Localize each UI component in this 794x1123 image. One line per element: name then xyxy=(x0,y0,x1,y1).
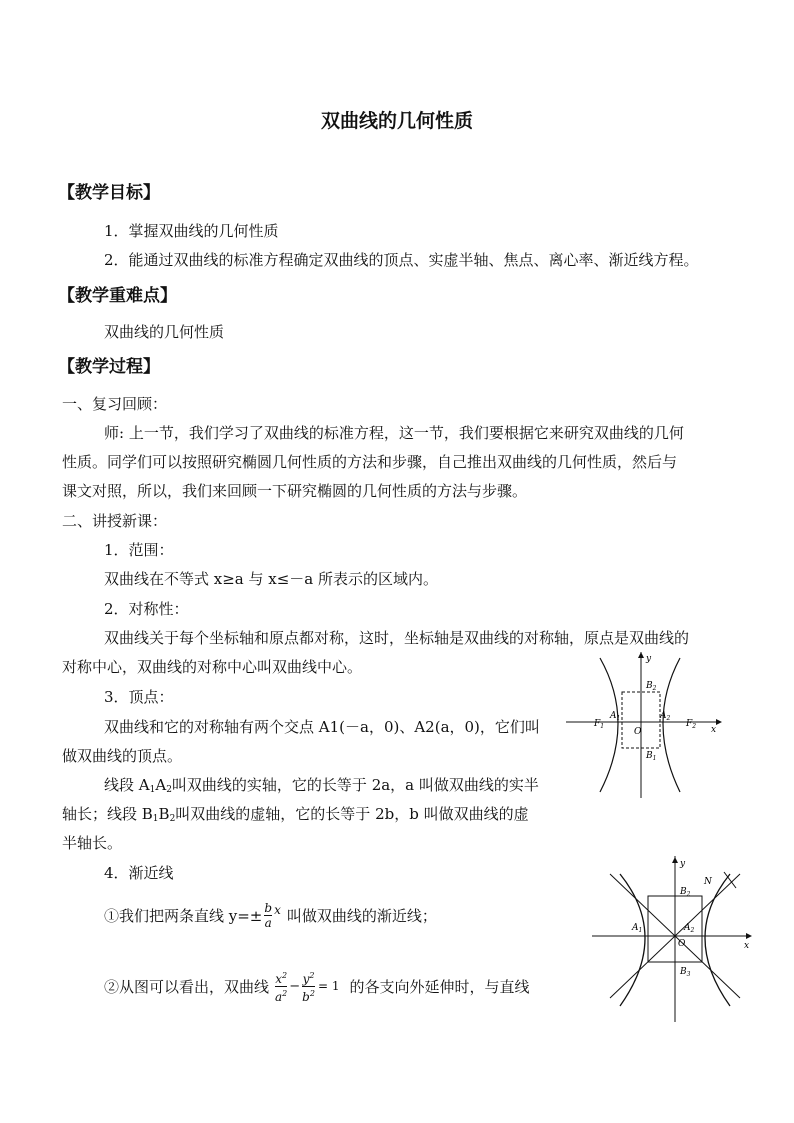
y-axis-arrow xyxy=(672,857,678,863)
right-branch xyxy=(705,874,730,1006)
section-new-lesson-title: 二、讲授新课： xyxy=(62,512,168,530)
key-point-text: 双曲线的几何性质 xyxy=(104,323,225,341)
vertex-line-2: 做双曲线的顶点。 xyxy=(62,747,183,765)
symmetry-title: 2．对称性： xyxy=(104,600,189,618)
focus-f1-label: $F_1$ xyxy=(594,719,605,730)
range-title: 1．范围： xyxy=(104,541,174,559)
heading-teaching-process: 【教学过程】 xyxy=(58,357,160,377)
imaginary-axis-line-end: 半轴长。 xyxy=(62,834,123,852)
y-axis-arrow xyxy=(638,652,644,658)
review-line-3: 课文对照，所以，我们来回顾一下研究椭圆的几何性质的方法与步骤。 xyxy=(62,482,528,500)
asymptote-title: 4．渐近线 xyxy=(104,864,174,882)
hyperbola-vertices-figure xyxy=(566,652,726,798)
heading-teaching-goals: 【教学目标】 xyxy=(58,183,160,203)
origin-label: O xyxy=(634,727,642,737)
review-line-1: 师: 上一节，我们学习了双曲线的标准方程，这一节，我们要根据它来研究双曲线的几何 xyxy=(104,424,684,442)
focus-f2-label: $F_2$ xyxy=(686,719,697,730)
y-axis-label: y xyxy=(680,859,686,869)
goal-item-2: 2．能通过双曲线的标准方程确定双曲线的顶点、实虚半轴、焦点、离心率、渐近线方程。 xyxy=(104,251,699,269)
hyperbola-asymptote-figure xyxy=(590,856,760,1022)
page-title: 双曲线的几何性质 xyxy=(320,110,473,132)
fraction-b-over-a: $\frac{b}{a}$ xyxy=(264,900,273,930)
x-axis-label: x xyxy=(711,725,717,735)
right-branch xyxy=(663,658,680,792)
symmetry-line-1: 双曲线关于每个坐标轴和原点都对称，这时，坐标轴是双曲线的对称轴，原点是双曲线的 xyxy=(104,629,690,647)
vertex-a1-label: $A_1$ xyxy=(610,711,621,722)
vertex-b2-label: $B_2$ xyxy=(646,681,657,692)
vertex-b2-label: $B_2$ xyxy=(680,887,691,898)
vertex-a2-label: $A_2$ xyxy=(684,923,695,934)
origin-label: O xyxy=(678,939,686,949)
fraction-y2-over-b2: $\frac{y^2}{b^2}$ xyxy=(302,970,315,1004)
vertex-b1-label: $B_1$ xyxy=(646,751,657,762)
heading-key-points: 【教学重难点】 xyxy=(58,286,177,306)
x-axis-arrow xyxy=(716,719,722,725)
y-axis-label: y xyxy=(646,654,652,664)
real-axis-line: 线段 $A_1A_2$叫双曲线的实轴，它的长等于 2a，a 叫做双曲线的实半 xyxy=(104,776,539,795)
section-review-title: 一、复习回顾： xyxy=(62,395,168,413)
imaginary-axis-line: 轴长；线段 $B_1B_2$叫双曲线的虚轴，它的长等于 2b，b 叫做双曲线的虚 xyxy=(62,805,529,824)
fraction-x2-over-a2: $\frac{x^2}{a^2}$ xyxy=(275,970,288,1004)
vertex-title: 3．顶点： xyxy=(104,688,174,706)
review-line-2: 性质。同学们可以按照研究椭圆几何性质的方法和步骤，自己推出双曲线的几何性质，然后与 xyxy=(62,453,678,471)
vertex-line-1: 双曲线和它的对称轴有两个交点 A1(－a，0)、A2(a，0)，它们叫 xyxy=(104,718,540,736)
x-axis-arrow xyxy=(746,933,752,939)
goal-item-1: 1．掌握双曲线的几何性质 xyxy=(104,222,279,240)
x-axis-label: x xyxy=(744,941,750,951)
asymptote-observation: ②从图可以看出，双曲线 $\frac{x^2}{a^2}$ − $\frac{y^2}{b^2}$ = 1 的各支向外延伸时，与直线 xyxy=(104,970,530,1004)
left-branch xyxy=(620,874,645,1006)
asymptote-definition: ①我们把两条直线 y=± $\frac{b}{a}$ x 叫做双曲线的渐近线； xyxy=(104,900,437,930)
vertex-b3-label: $B_3$ xyxy=(680,967,691,978)
symmetry-line-2: 对称中心，双曲线的对称中心叫双曲线中心。 xyxy=(62,658,363,676)
vertex-a1-label: $A_1$ xyxy=(632,923,643,934)
range-text: 双曲线在不等式 x≥a 与 x≤－a 所表示的区域内。 xyxy=(104,570,439,588)
vertex-a2-label: $A_2$ xyxy=(660,711,671,722)
point-n-label: N xyxy=(704,877,712,887)
